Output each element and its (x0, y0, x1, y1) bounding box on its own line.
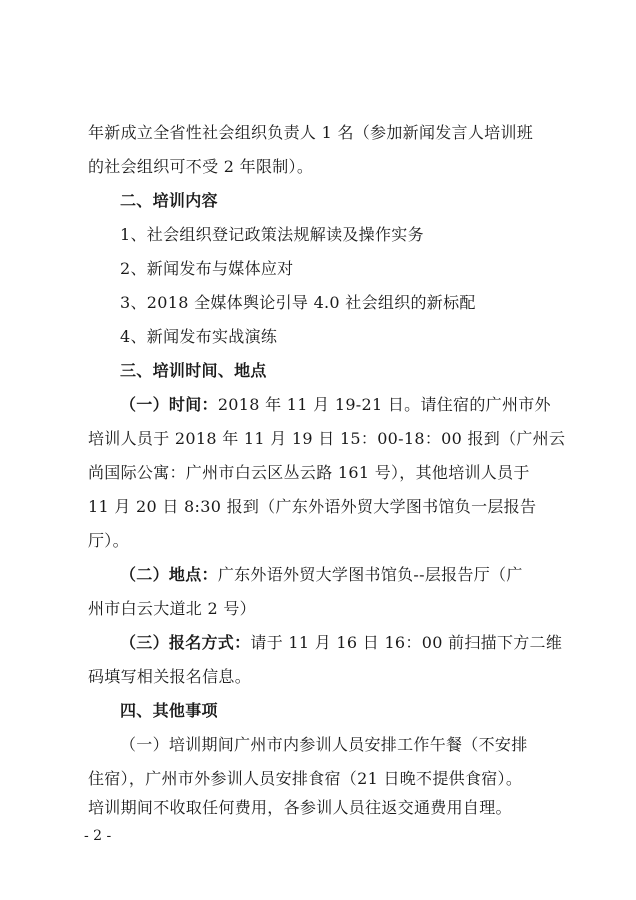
content-item-4: 4、新闻发布实战演练 (120, 327, 278, 346)
registration-text: 请于 11 月 16 日 16：00 前扫描下方二维 (250, 633, 563, 652)
time-paragraph-line (120, 390, 551, 420)
time-text: 2018 年 11 月 19-21 日。请住宿的广州市外 (217, 395, 551, 414)
paragraph-line: 码填写相关报名信息。 (88, 667, 252, 686)
paragraph-line: 年新成立全省性社会组织负责人 1 名（参加新闻发言人培训班 (88, 123, 534, 142)
content-item-1: 1、社会组织登记政策法规解读及操作实务 (120, 225, 424, 244)
paragraph-line: 培训人员于 2018 年 11 月 19 日 15：00-18：00 报到（广州云 (88, 429, 566, 448)
paragraph-line: 的社会组织可不受 2 年限制）。 (88, 157, 314, 176)
location-paragraph-line (120, 560, 523, 590)
page-number: - 2 - (84, 828, 112, 844)
section-heading-other: 四、其他事项 (120, 701, 218, 720)
paragraph-line: 厅）。 (88, 531, 129, 550)
content-item-2: 2、新闻发布与媒体应对 (120, 259, 294, 278)
section-heading-time-place: 三、培训时间、地点 (120, 361, 267, 380)
content-item-3: 3、2018 全媒体舆论引导 4.0 社会组织的新标配 (120, 293, 476, 312)
time-label: （一）时间： (120, 395, 218, 414)
paragraph-line: 11 月 20 日 8:30 报到（广东外语外贸大学图书馆负一层报告 (88, 497, 537, 516)
registration-paragraph-line (120, 628, 562, 658)
paragraph-line: 住宿），广州市外参训人员安排食宿（21 日晚不提供食宿）。 (88, 769, 523, 788)
paragraph-line: 尚国际公寓：广州市白云区丛云路 161 号），其他培训人员于 (88, 463, 530, 482)
section-heading-content: 二、培训内容 (120, 191, 218, 210)
location-text: 广东外语外贸大学图书馆负--层报告厅（广 (217, 565, 523, 584)
paragraph-line: 州市白云大道北 2 号） (88, 599, 256, 618)
paragraph-line: （一）培训期间广州市内参训人员安排工作午餐（不安排 (120, 735, 528, 754)
paragraph-line: 培训期间不收取任何费用，各参训人员往返交通费用自理。 (88, 798, 512, 817)
registration-label: （三）报名方式： (120, 633, 251, 652)
location-label: （二）地点： (120, 565, 218, 584)
